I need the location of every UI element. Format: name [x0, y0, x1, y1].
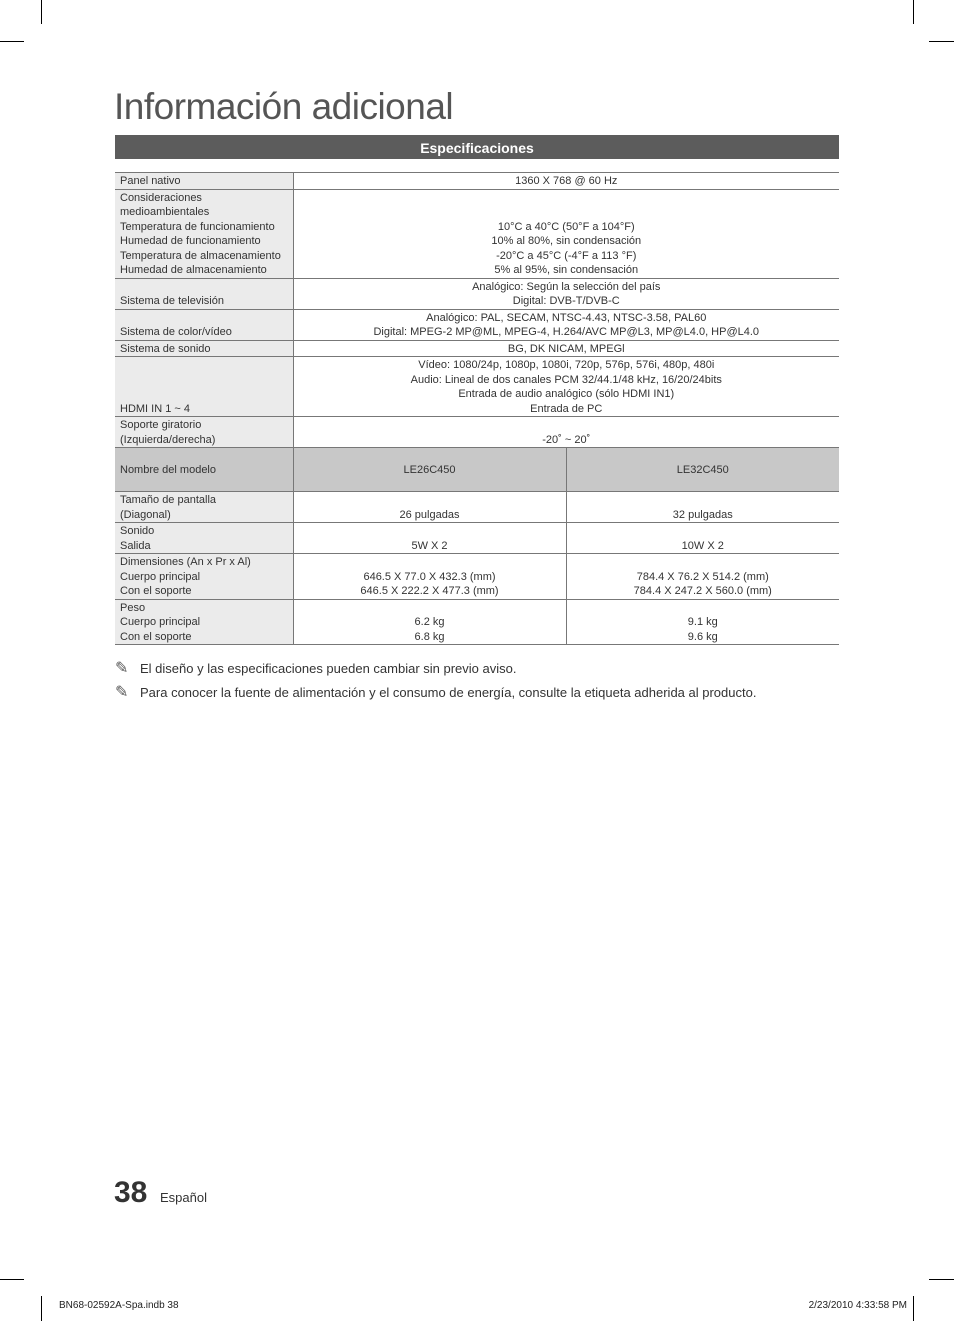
table-row	[115, 523, 839, 554]
spec-value	[293, 278, 839, 309]
spec-label-line: (Diagonal)	[120, 508, 171, 521]
spec-value	[293, 357, 839, 417]
spec-label	[115, 523, 293, 554]
note-text: Para conocer la fuente de alimentación y el consumo de energía, consulte la etiqueta adherida al producto.	[140, 685, 757, 700]
crop-mark	[41, 1296, 42, 1321]
spec-value-line: Vídeo: 1080/24p, 1080p, 1080i, 720p, 576p, 576i, 480p, 480i	[418, 359, 715, 371]
spec-label-line: Salida	[120, 539, 151, 552]
model-b-value-line: 10W X 2	[681, 539, 724, 552]
spec-value-line: -20˚ ~ 20˚	[542, 433, 591, 446]
model-a-value-line: 26 pulgadas	[399, 508, 460, 521]
spec-label	[115, 173, 293, 190]
spec-label-line: Cuerpo principal	[120, 616, 201, 628]
table-row	[115, 492, 839, 523]
spec-value-line: Digital: DVB-T/DVB-C	[512, 295, 620, 307]
crop-mark	[929, 41, 954, 42]
spec-value-line: Entrada de PC	[530, 402, 603, 415]
spec-label-line: Sistema de sonido	[120, 342, 211, 355]
model-a-value	[293, 492, 566, 523]
spec-value	[293, 189, 839, 278]
spec-value-line: Audio: Lineal de dos canales PCM 32/44.1/48 kHz, 16/20/24bits	[410, 373, 722, 386]
spec-label-line: Dimensiones (An x Pr x Al)	[120, 556, 251, 568]
spec-value-line: Analógico: PAL, SECAM, NTSC-4.43, NTSC-3.58, PAL60	[426, 311, 707, 324]
spec-label-line: Con el soporte	[120, 630, 192, 643]
spec-label-line: Sonido	[120, 525, 155, 537]
crop-mark	[0, 1279, 24, 1280]
model-a-value	[293, 554, 566, 600]
spec-label-line: Soporte giratorio	[120, 419, 202, 431]
spec-value	[293, 417, 839, 448]
model-b-value	[566, 554, 839, 600]
model-a-value-line: 6.2 kg	[414, 616, 445, 628]
note-item	[115, 658, 516, 678]
model-b-value-line: 784.4 X 76.2 X 514.2 (mm)	[636, 570, 769, 583]
model-name: LE32C450	[566, 448, 839, 492]
model-a-value	[293, 523, 566, 554]
model-b-value	[566, 523, 839, 554]
spec-value-line: Entrada de audio analógico (sólo HDMI IN1)	[458, 388, 675, 400]
model-b-value-line: 784.4 X 247.2 X 560.0 (mm)	[633, 585, 772, 597]
spec-label-line: Tamaño de pantalla	[120, 494, 217, 506]
table-row	[115, 189, 839, 278]
spec-value	[293, 309, 839, 340]
table-row	[115, 309, 839, 340]
model-b-value-line: 9.6 kg	[687, 630, 718, 643]
spec-value-line: -20°C a 45°C (-4°F a 113 °F)	[496, 249, 637, 262]
table-row	[115, 173, 839, 190]
model-b-value	[566, 492, 839, 523]
spec-label-line: HDMI IN 1 ~ 4	[120, 402, 190, 415]
spec-label-line: Humedad de funcionamiento	[120, 235, 261, 247]
page-number: 38	[114, 1176, 148, 1209]
spec-label-line: Temperatura de funcionamiento	[120, 220, 275, 233]
spec-value-line: 1360 X 768 @ 60 Hz	[515, 175, 618, 187]
spec-label	[115, 492, 293, 523]
crop-mark	[913, 0, 914, 24]
table-row	[115, 340, 839, 357]
footer-timestamp: 2/23/2010 4:33:58 PM	[808, 1300, 907, 1311]
spec-label-line: Cuerpo principal	[120, 570, 201, 583]
model-b-value-line: 32 pulgadas	[672, 508, 733, 521]
crop-mark	[0, 41, 24, 42]
pencil-note-icon: ✎	[115, 684, 129, 701]
model-a-value-line: 5W X 2	[411, 539, 448, 552]
spec-label-line: Peso	[120, 601, 146, 614]
crop-mark	[929, 1279, 954, 1280]
spec-label	[115, 278, 293, 309]
spec-label	[115, 599, 293, 645]
model-label: Nombre del modelo	[115, 448, 293, 492]
spec-label	[115, 357, 293, 417]
crop-mark	[913, 1296, 914, 1321]
model-a-value	[293, 599, 566, 645]
spec-label	[115, 309, 293, 340]
spec-value-line: BG, DK NICAM, MPEGl	[507, 342, 625, 355]
model-header-row	[115, 448, 839, 492]
spec-value-line: 5% al 95%, sin condensación	[494, 264, 639, 276]
model-a-value-line: 646.5 X 77.0 X 432.3 (mm)	[363, 570, 496, 583]
note-text: El diseño y las especificaciones pueden cambiar sin previo aviso.	[140, 661, 517, 676]
spec-label	[115, 417, 293, 448]
spec-label-line: (Izquierda/derecha)	[120, 433, 216, 446]
spec-label	[115, 340, 293, 357]
spec-label-line: Con el soporte	[120, 585, 192, 597]
table-row	[115, 417, 839, 448]
spec-label-line: Temperatura de almacenamiento	[120, 249, 281, 262]
table-row	[115, 554, 839, 600]
section-title: Especificaciones	[115, 135, 839, 159]
footer-file: BN68-02592A-Spa.indb 38	[59, 1300, 179, 1311]
page-title: Información adicional	[114, 86, 454, 127]
spec-label-line: Sistema de televisión	[120, 295, 224, 307]
table-row	[115, 278, 839, 309]
spec-value-line: 10°C a 40°C (50°F a 104°F)	[497, 220, 635, 233]
spec-label-line: Humedad de almacenamiento	[120, 264, 267, 276]
spec-value-line: Digital: MPEG-2 MP@ML, MPEG-4, H.264/AVC MP@L3, MP@L4.0, HP@L4.0	[373, 326, 760, 338]
model-a-value-line: 646.5 X 222.2 X 477.3 (mm)	[360, 585, 499, 597]
spec-value-line: Analógico: Según la selección del país	[472, 280, 661, 293]
note-item	[115, 682, 756, 702]
page-language: Español	[160, 1190, 207, 1205]
spec-value	[293, 173, 839, 190]
spec-label	[115, 189, 293, 278]
spec-value	[293, 340, 839, 357]
model-a-value-line: 6.8 kg	[414, 630, 445, 643]
spec-table	[115, 172, 839, 645]
spec-value-line: 10% al 80%, sin condensación	[491, 235, 642, 247]
spec-label-line: Consideraciones medioambientales	[120, 191, 210, 218]
spec-label-line: Panel nativo	[120, 175, 181, 187]
table-row	[115, 599, 839, 645]
model-b-value-line: 9.1 kg	[687, 616, 718, 628]
pencil-note-icon: ✎	[115, 660, 129, 677]
model-b-value	[566, 599, 839, 645]
crop-mark	[41, 0, 42, 24]
table-row	[115, 357, 839, 417]
model-name: LE26C450	[293, 448, 566, 492]
spec-label	[115, 554, 293, 600]
spec-label-line: Sistema de color/vídeo	[120, 326, 232, 338]
